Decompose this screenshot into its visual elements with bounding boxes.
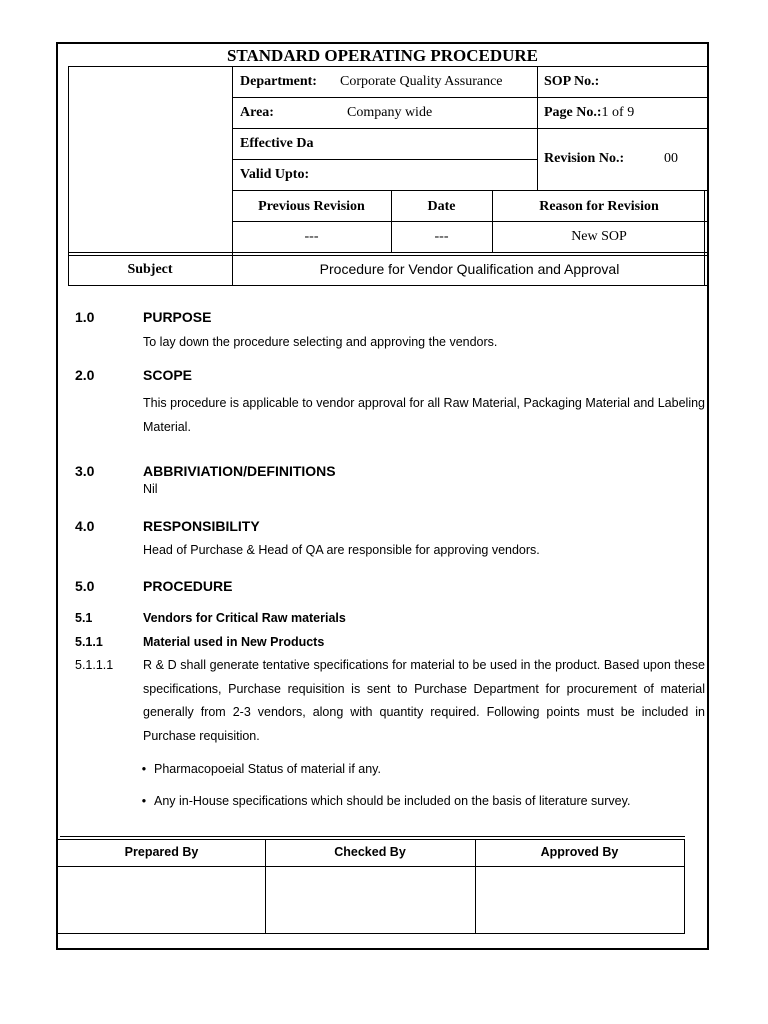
purpose-text: To lay down the procedure selecting and approving the vendors. xyxy=(143,335,498,349)
procedure-number: 5.0 xyxy=(75,578,95,594)
bullet-item xyxy=(134,762,381,776)
approved-by-header: Approved By xyxy=(540,845,619,859)
responsibility-text: Head of Purchase & Head of QA are responsible for approving vendors. xyxy=(143,543,540,557)
previous-revision-value: --- xyxy=(304,229,319,244)
department-value: Corporate Quality Assurance xyxy=(340,74,503,89)
scope-number: 2.0 xyxy=(75,367,95,383)
bullet-item xyxy=(134,794,630,808)
department-label: Department: xyxy=(240,74,317,89)
checked-by-header: Checked By xyxy=(334,845,406,859)
subject-label: Subject xyxy=(127,262,173,277)
previous-revision-header: Previous Revision xyxy=(258,199,365,214)
date-header: Date xyxy=(427,199,456,214)
sop-no-label: SOP No.: xyxy=(544,74,600,89)
section-5-1-1-number: 5.1.1 xyxy=(75,635,103,649)
page-no-label: Page No.: xyxy=(544,105,602,120)
page-no-value: 1 of 9 xyxy=(601,105,635,120)
page-frame xyxy=(56,42,709,950)
bullet-text: Any in-House specifications which should be included on the basis of literature survey. xyxy=(154,794,631,808)
reason-header: Reason for Revision xyxy=(539,199,659,214)
abbreviation-number: 3.0 xyxy=(75,463,95,479)
purpose-number: 1.0 xyxy=(75,309,95,325)
abbreviation-heading: ABBRIVIATION/DEFINITIONS xyxy=(143,463,336,479)
sop-title: STANDARD OPERATING PROCEDURE xyxy=(226,46,539,65)
responsibility-number: 4.0 xyxy=(75,518,95,534)
procedure-heading: PROCEDURE xyxy=(143,578,233,594)
abbreviation-text: Nil xyxy=(143,482,158,496)
bullet-dot: • xyxy=(141,794,147,808)
section-5-1-heading: Vendors for Critical Raw materials xyxy=(143,611,346,625)
revision-no-value: 00 xyxy=(664,151,678,166)
scope-text: This procedure is applicable to vendor approval for all Raw Material, Packaging Material and Labeling Material. xyxy=(143,396,705,434)
area-value: Company wide xyxy=(347,105,433,120)
effective-date-label: Effective Da xyxy=(240,136,314,151)
valid-upto-label: Valid Upto: xyxy=(240,167,310,182)
purpose-heading: PURPOSE xyxy=(143,309,212,325)
page-no xyxy=(544,105,634,121)
bullet-text: Pharmacopoeial Status of material if any. xyxy=(154,762,381,776)
section-5-1-number: 5.1 xyxy=(75,611,93,625)
reason-value: New SOP xyxy=(571,229,627,244)
section-5-1-1-1-text: R & D shall generate tentative specifications for material to be used in the product. Based upon these specifications, Purchase requisition is sent to Purchase Department for procurement of material generally from 2-3 vendors, along with quantity required. Following points must be included in Purchase requisition. xyxy=(143,658,705,743)
scope-heading: SCOPE xyxy=(143,367,193,383)
area-label: Area: xyxy=(240,105,274,120)
section-5-1-1-heading: Material used in New Products xyxy=(143,635,325,649)
responsibility-heading: RESPONSIBILITY xyxy=(143,518,260,534)
section-5-1-1-1-number: 5.1.1.1 xyxy=(75,658,114,672)
revision-no-label: Revision No.: xyxy=(544,151,625,166)
bullet-dot: • xyxy=(141,762,147,776)
prepared-by-header: Prepared By xyxy=(124,845,199,859)
date-value: --- xyxy=(434,229,449,244)
subject-value: Procedure for Vendor Qualification and Approval xyxy=(319,261,620,277)
